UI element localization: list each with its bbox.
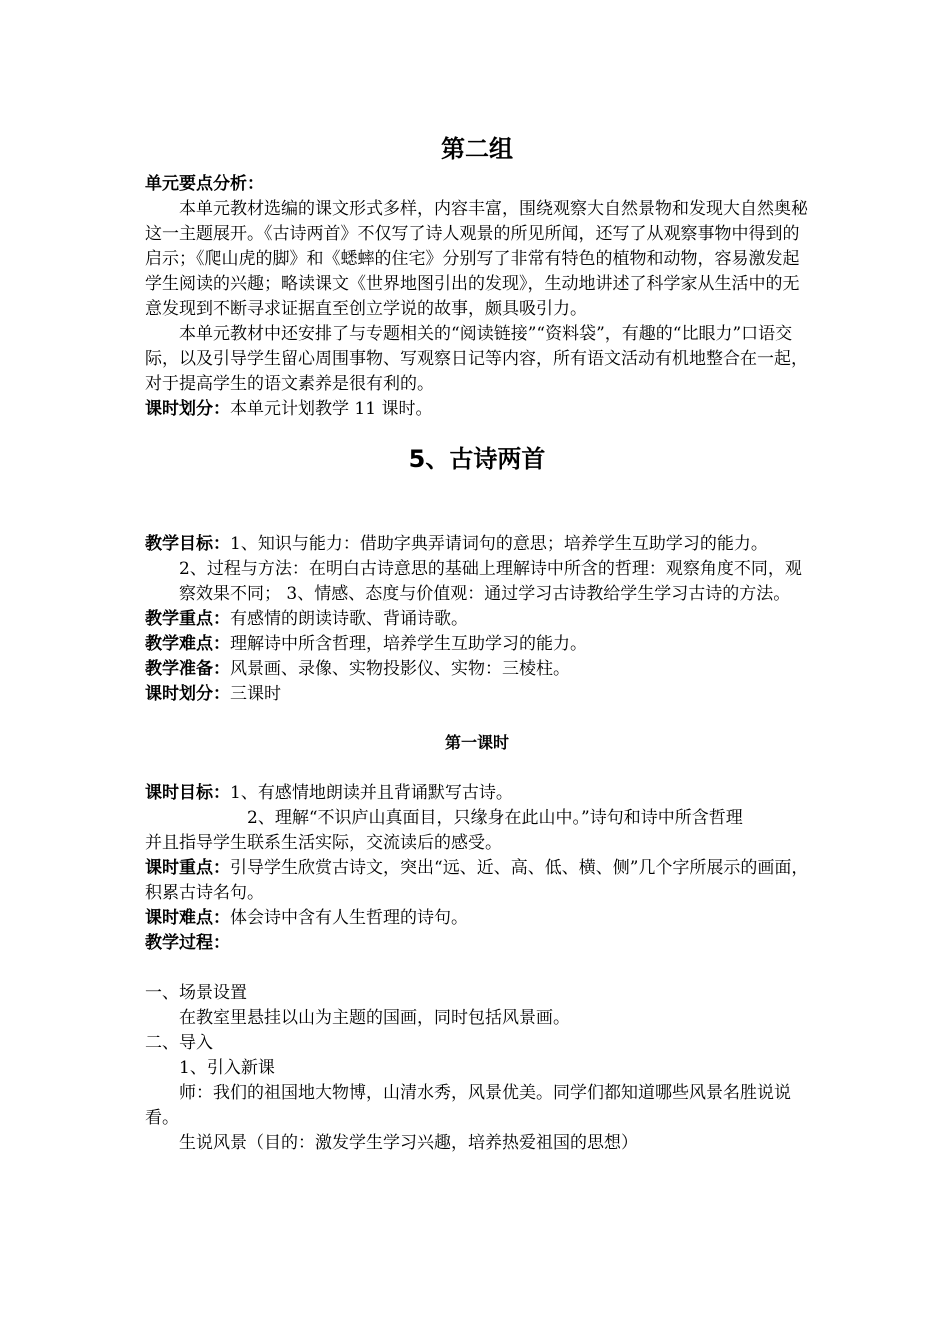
period-key-label: 课时重点： [145, 858, 230, 878]
teaching-goals [145, 532, 809, 557]
teaching-prep-label: 教学准备： [145, 659, 230, 679]
teaching-key-text: 有感情的朗读诗歌、背诵诗歌。 [230, 609, 468, 629]
section-1-text: 在教室里悬挂以山为主题的国画，同时包括风景画。 [179, 1008, 570, 1028]
period-goals [145, 781, 809, 806]
teaching-difficulty [145, 632, 809, 657]
period-key [145, 856, 809, 906]
period-difficulty-text: 体会诗中含有人生哲理的诗句。 [230, 908, 468, 928]
teaching-goals-label: 教学目标： [145, 534, 230, 554]
teaching-key-label: 教学重点： [145, 609, 230, 629]
teaching-prep-text: 风景画、录像、实物投影仪、实物：三棱柱。 [230, 659, 570, 679]
process-heading [145, 931, 809, 956]
section-2-heading: 二、导入 [145, 1033, 213, 1053]
unit-analysis-label: 单元要点分析： [145, 174, 264, 194]
period-title: 第一课时 [444, 733, 509, 752]
teaching-goals-line-2: 2、过程与方法：在明白古诗意思的基础上理解诗中所含的哲理：观察角度不同，观察效果不同； 3、情感、态度与价值观：通过学习古诗教给学生学习古诗的方法。 [179, 559, 802, 604]
period-goals-2b: 并且指导学生联系生活实际，交流读后的感受。 [145, 833, 502, 853]
period-goals-2a: 2、理解“不识庐山真面目，只缘身在此山中。”诗句和诗中所含哲理 [247, 808, 743, 828]
period-difficulty [145, 906, 809, 931]
section-2-student: 生说风景（目的：激发学生学习兴趣，培养热爱祖国的思想） [179, 1133, 638, 1153]
teaching-difficulty-label: 教学难点： [145, 634, 230, 654]
period-goals-label: 课时目标： [145, 783, 230, 803]
teaching-goals-line-1: 1、知识与能力：借助字典弄请词句的意思；培养学生互助学习的能力。 [230, 534, 768, 554]
section-1-heading: 一、场景设置 [145, 983, 247, 1003]
document-content [145, 132, 809, 1156]
unit-paragraph-2: 本单元教材中还安排了与专题相关的“阅读链接”“资料袋”，有趣的“比眼力”口语交际，以及引导学生留心周围事物、写观察日记等内容，所有语文活动有机地整合在一起，对于提高学生的语文素养是很有利的。 [145, 324, 808, 394]
unit-analysis-heading [145, 172, 809, 197]
lesson-hours [145, 682, 809, 707]
spacer [145, 956, 809, 981]
unit-hours [145, 397, 809, 422]
lesson-hours-text: 三课时 [230, 684, 281, 704]
period-goals-1: 1、有感情地朗读并且背诵默写古诗。 [230, 783, 513, 803]
lesson-hours-label: 课时划分： [145, 684, 230, 704]
section-2-teacher: 师：我们的祖国地大物博，山清水秀，风景优美。同学们都知道哪些风景名胜说说看。 [145, 1083, 791, 1128]
teaching-key [145, 607, 809, 632]
teaching-difficulty-text: 理解诗中所含哲理，培养学生互助学习的能力。 [230, 634, 587, 654]
unit-paragraph-1: 本单元教材选编的课文形式多样，内容丰富，围绕观察大自然景物和发现大自然奥秘这一主题展开。《古诗两首》不仅写了诗人观景的所见所闻，还写了从观察事物中得到的启示；《爬山虎的脚》和《蟋蟀的住宅》分别写了非常有特色的植物和动物，容易激发起学生阅读的兴趣；略读课文《世界地图引出的发现》，生动地讲述了科学家从生活中的无意发现到不断寻求证据直至创立学说的故事，颇具吸引力。 [145, 199, 808, 319]
lesson-title: 5、古诗两首 [408, 445, 546, 473]
group-title: 第二组 [441, 135, 513, 163]
period-key-text: 引导学生欣赏古诗文，突出“远、近、高、低、横、侧”几个字所展示的画面，积累古诗名句。 [145, 858, 809, 903]
unit-hours-text: 本单元计划教学 11 课时。 [230, 399, 433, 419]
teaching-prep [145, 657, 809, 682]
process-label: 教学过程： [145, 933, 230, 953]
unit-hours-label: 课时划分： [145, 399, 230, 419]
period-difficulty-label: 课时难点： [145, 908, 230, 928]
section-2-subheading: 1、引入新课 [179, 1058, 275, 1078]
